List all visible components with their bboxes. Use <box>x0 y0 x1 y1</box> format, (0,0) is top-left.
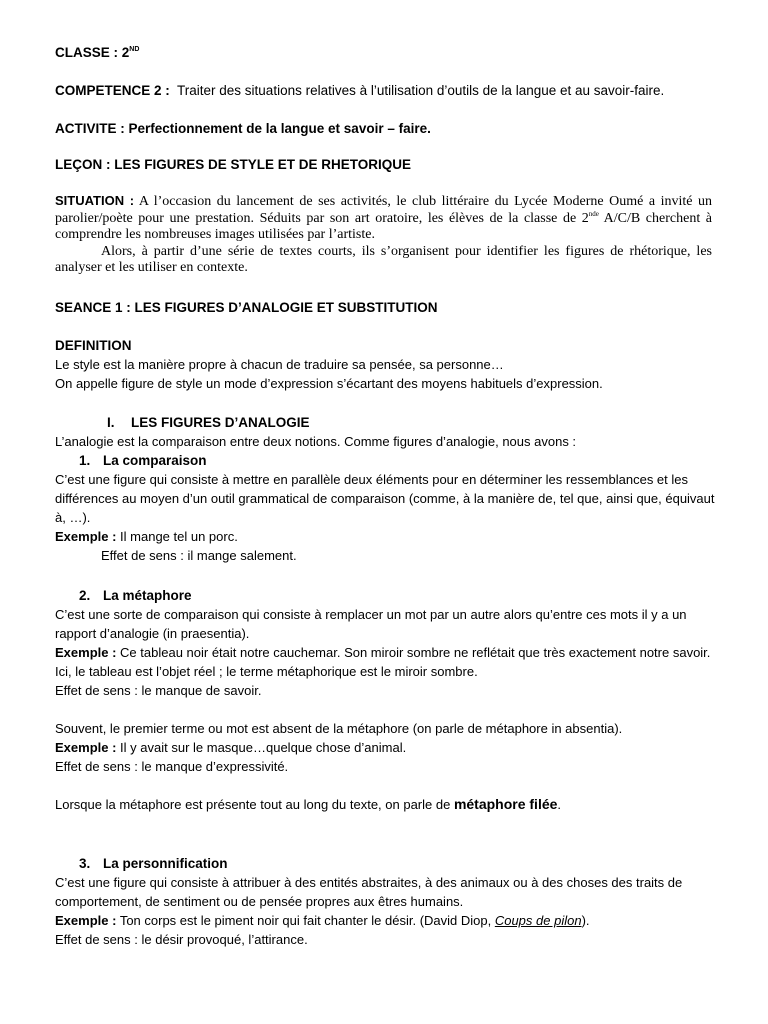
comparaison-heading: 1. La comparaison <box>79 453 207 468</box>
personnification-block <box>55 854 715 949</box>
section-1-intro: L’analogie est la comparaison entre deux notions. Comme figures d’analogie, nous avons : <box>55 434 577 449</box>
metaphore-ici: Ici, le tableau est l’objet réel ; le terme métaphorique est le miroir sombre. <box>55 664 478 679</box>
definition-line-2: On appelle figure de style un mode d’expression s’écartant des moyens habituels d’expression. <box>55 376 603 391</box>
section-1-heading: I. LES FIGURES D’ANALOGIE <box>107 415 310 430</box>
personnification-effet: Effet de sens : le désir provoqué, l’attirance. <box>55 932 308 947</box>
definition-block <box>55 336 715 393</box>
classe-line <box>55 43 715 62</box>
metaphore-effet: Effet de sens : le manque de savoir. <box>55 683 262 698</box>
metaphore-filee: Lorsque la métaphore est présente tout au long du texte, on parle de métaphore filée. <box>55 796 562 812</box>
comparaison-block <box>55 451 715 565</box>
lecon-line: LEÇON : LES FIGURES DE STYLE ET DE RHETORIQUE <box>55 157 412 172</box>
comparaison-effet: Effet de sens : il mange salement. <box>101 548 297 563</box>
seance-title: SEANCE 1 : LES FIGURES D’ANALOGIE ET SUBSTITUTION <box>55 300 438 315</box>
situation-paragraph-1: SITUATION : A l’occasion du lancement de ses activités, le club littéraire du Lycée Moderne Oumé a invité un parolier/poète pour une prestation. Séduits par son art oratoire, les élèves de la classe de 2nde A/C/B cherchent à comprendre les nombreuses images utilisées par l’artiste. <box>55 193 713 242</box>
competence-line <box>55 81 715 100</box>
metaphore-example: Exemple : Ce tableau noir était notre cauchemar. Son miroir sombre ne reflétait que très exactement notre savoir. <box>55 645 711 660</box>
classe-label: CLASSE : 2 <box>55 45 130 60</box>
metaphore-example-2: Exemple : Il y avait sur le masque…quelque chose d’animal. <box>55 740 407 755</box>
metaphore-block <box>55 586 715 814</box>
book-title: Coups de pilon <box>494 913 582 928</box>
metaphore-heading: 2. La métaphore <box>79 588 192 603</box>
comparaison-text: C’est une figure qui consiste à mettre en parallèle deux éléments pour en déterminer les ressemblances et les différences au moyen d’un outil grammatical de comparaison (comme, à la manière de, tel que, ainsi que, équivaut à, …). <box>55 472 715 525</box>
personnification-heading: 3. La personnification <box>79 856 228 871</box>
activite-line: ACTIVITE : Perfectionnement de la langue et savoir – faire. <box>55 121 431 136</box>
personnification-example: Exemple : Ton corps est le piment noir qui fait chanter le désir. (David Diop, Coups de pilon). <box>55 913 590 928</box>
section-analogie <box>55 413 715 451</box>
comparaison-example: Exemple : Il mange tel un porc. <box>55 529 238 544</box>
personnification-text: C’est une figure qui consiste à attribuer à des entités abstraites, à des animaux ou à des choses des traits de comportement, de sentiment ou de pensée propres aux êtres humains. <box>55 875 683 909</box>
competence-label: COMPETENCE 2 : <box>55 83 170 98</box>
definition-line-1: Le style est la manière propre à chacun de traduire sa pensée, sa personne… <box>55 357 504 372</box>
classe-sup: ND <box>129 46 140 53</box>
situation-label: SITUATION : <box>55 193 135 208</box>
definition-title: DEFINITION <box>55 338 132 353</box>
competence-text: Traiter des situations relatives à l’utilisation d’outils de la langue et au savoir-faire. <box>177 83 665 98</box>
situation-block <box>55 193 712 277</box>
metaphore-text: C’est une sorte de comparaison qui consiste à remplacer un mot par un autre alors qu’entre ces mots il y a un rapport d’analogie (in praesentia). <box>55 607 687 641</box>
metaphore-absent: Souvent, le premier terme ou mot est absent de la métaphore (on parle de métaphore in absentia). <box>55 721 623 736</box>
metaphore-effet-2: Effet de sens : le manque d’expressivité. <box>55 759 289 774</box>
situation-paragraph-2: Alors, à partir d’une série de textes courts, ils s’organisent pour identifier les figures de rhétorique, les analyser et les utiliser en contexte. <box>55 243 712 275</box>
